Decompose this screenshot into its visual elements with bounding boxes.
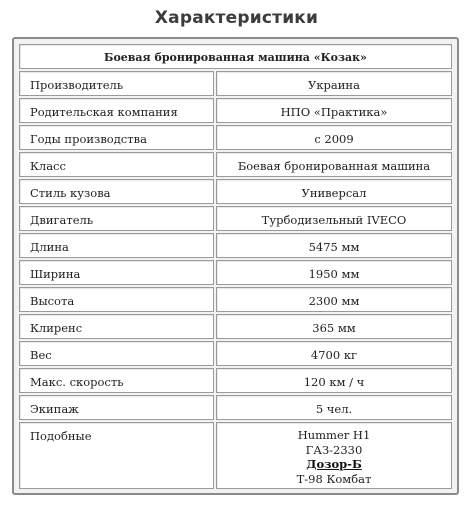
row-label-height: Высота xyxy=(19,287,214,312)
row-value-clearance: 365 мм xyxy=(216,314,452,339)
row-value-height: 2300 мм xyxy=(216,287,452,312)
row-value-class: Боевая бронированная машина xyxy=(216,152,452,177)
row-label-manufacturer: Производитель xyxy=(19,71,214,96)
row-label-max-speed: Макс. скорость xyxy=(19,368,214,393)
row-value-max-speed: 120 км / ч xyxy=(216,368,452,393)
row-value-length: 5475 мм xyxy=(216,233,452,258)
row-label-crew: Экипаж xyxy=(19,395,214,420)
table-header: Боевая бронированная машина «Козак» xyxy=(19,44,452,69)
similar-item-gaz: ГАЗ-2330 xyxy=(305,442,363,457)
similar-link-dozor[interactable]: Дозор-Б xyxy=(306,457,362,471)
row-value-crew: 5 чел. xyxy=(216,395,452,420)
row-value-weight: 4700 кг xyxy=(216,341,452,366)
similar-item-kombat: Т-98 Комбат xyxy=(296,471,372,486)
row-value-manufacturer: Украина xyxy=(216,71,452,96)
row-value-body-style: Универсал xyxy=(216,179,452,204)
row-label-production-years: Годы производства xyxy=(19,125,214,150)
row-label-length: Длина xyxy=(19,233,214,258)
row-label-clearance: Клиренс xyxy=(19,314,214,339)
page-title: Характеристики xyxy=(154,8,319,28)
row-label-weight: Вес xyxy=(19,341,214,366)
similar-vehicles-list xyxy=(216,422,452,489)
row-value-width: 1950 мм xyxy=(216,260,452,285)
row-label-engine: Двигатель xyxy=(19,206,214,231)
row-label-similar: Подобные xyxy=(19,422,214,489)
row-value-engine: Турбодизельный IVECO xyxy=(216,206,452,231)
row-value-parent-company: НПО «Практика» xyxy=(216,98,452,123)
row-label-body-style: Стиль кузова xyxy=(19,179,214,204)
row-label-parent-company: Родительская компания xyxy=(19,98,214,123)
row-label-width: Ширина xyxy=(19,260,214,285)
specs-table xyxy=(12,37,459,495)
row-label-class: Класс xyxy=(19,152,214,177)
row-value-production-years: с 2009 xyxy=(216,125,452,150)
similar-item-hummer: Hummer H1 xyxy=(297,428,371,442)
